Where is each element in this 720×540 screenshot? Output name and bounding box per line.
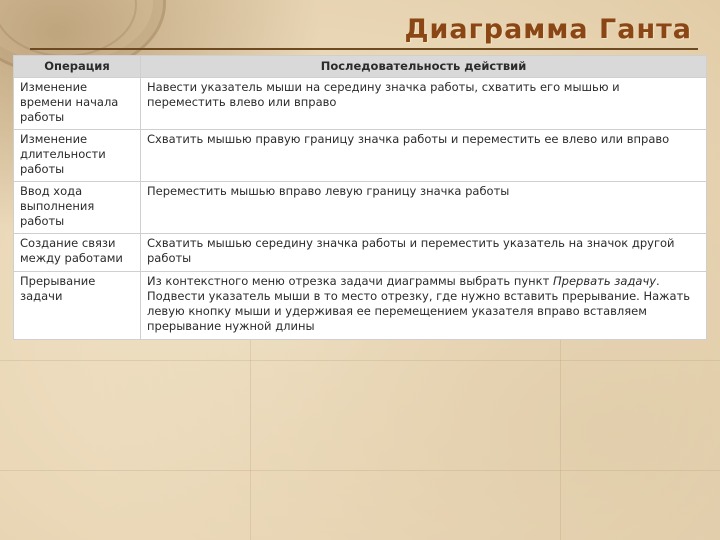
table-row (14, 78, 707, 130)
map-line (0, 360, 720, 361)
table-row (14, 130, 707, 182)
operation-cell: Прерывание задачи (14, 272, 141, 340)
title-divider (30, 48, 698, 50)
map-line (560, 340, 561, 540)
sequence-cell: Схватить мышью правую границу значка работы и переместить ее влево или вправо (141, 130, 707, 182)
map-line (0, 470, 720, 471)
map-line (250, 340, 251, 540)
sequence-cell: Навести указатель мыши на середину значка работы, схватить его мышью и переместить влево или вправо (141, 78, 707, 130)
operations-table-container (13, 55, 707, 340)
operation-cell: Изменение времени начала работы (14, 78, 141, 130)
table-row (14, 272, 707, 340)
operation-cell: Ввод хода выполнения работы (14, 182, 141, 234)
table-header-row (14, 56, 707, 78)
operation-cell: Изменение длительности работы (14, 130, 141, 182)
sequence-cell: Схватить мышью середину значка работы и переместить указатель на значок другой работы (141, 234, 707, 272)
operations-table (13, 55, 707, 340)
operation-cell: Создание связи между работами (14, 234, 141, 272)
menu-item-reference: Прервать задачу (553, 274, 657, 288)
sequence-text: . Подвести указатель мыши в то место отрезку, где нужно вставить прерывание. Нажать левую кнопку мыши и удерживая ее перемещением указателя вправо вставляем прерывание нужной длины (147, 274, 691, 333)
header (0, 8, 720, 52)
column-header-sequence: Последовательность действий (141, 56, 707, 78)
sequence-text: Из контекстного меню отрезка задачи диаграммы выбрать пункт (147, 274, 553, 288)
table-row (14, 182, 707, 234)
sequence-cell: Переместить мышью вправо левую границу значка работы (141, 182, 707, 234)
table-row (14, 234, 707, 272)
page-title: Диаграмма Ганта (404, 14, 692, 45)
column-header-operation: Операция (14, 56, 141, 78)
sequence-cell (141, 272, 707, 340)
